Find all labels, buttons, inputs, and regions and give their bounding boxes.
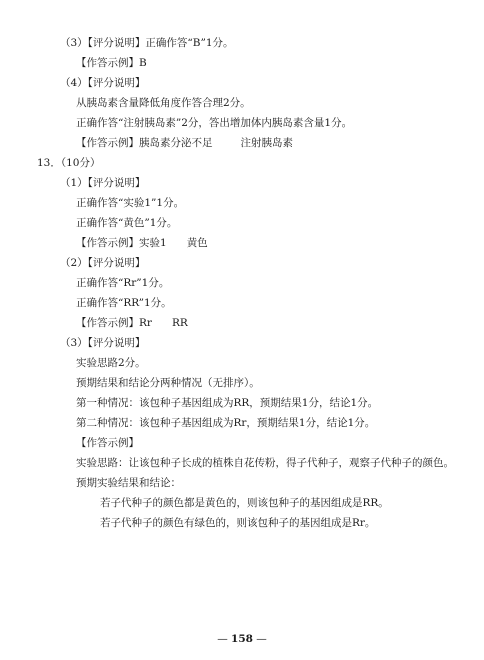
q13-1-example-part-2: 黄色 bbox=[186, 237, 208, 249]
q13-3-expected-heading: 预期实验结果和结论： bbox=[76, 477, 181, 489]
q3-scoring-note: （3）【评分说明】正确作答“B”1分。 bbox=[60, 37, 234, 49]
q13-3-case-2: 第二种情况：该包种子基因组成为Rr，预期结果1分，结论1分。 bbox=[76, 417, 376, 429]
q13-3-answer-example-heading: 【作答示例】 bbox=[76, 437, 139, 449]
q4-scoring-line-1: 从胰岛素含量降低角度作答合理2分。 bbox=[76, 97, 251, 109]
q13-2-answer-example bbox=[76, 316, 188, 330]
q3-answer-example: 【作答示例】B bbox=[76, 57, 147, 69]
q4-example-part-1: 【作答示例】胰岛素分泌不足 bbox=[76, 137, 213, 149]
q13-1-answer-example bbox=[76, 236, 208, 250]
page-footer: — 158 — bbox=[217, 633, 267, 645]
q13-3-expected-result-1: 若子代种子的颜色都是黄色的，则该包种子的基因组成是RR。 bbox=[100, 497, 389, 509]
q4-scoring-line-2: 正确作答“注射胰岛素”2分，答出增加体内胰岛素含量1分。 bbox=[76, 117, 353, 129]
q4-answer-example bbox=[76, 136, 293, 150]
q13-1-scoring-line-1: 正确作答“实验1”1分。 bbox=[76, 197, 185, 209]
q13-3-scoring-line-2: 预期结果和结论分两种情况（无排序）。 bbox=[76, 377, 260, 389]
q13-2-example-part-1: 【作答示例】Rr bbox=[76, 317, 152, 329]
q13-3-scoring-heading: （3）【评分说明】 bbox=[60, 337, 146, 349]
q13-3-case-1: 第一种情况：该包种子基因组成为RR，预期结果1分，结论1分。 bbox=[76, 397, 379, 409]
q4-example-part-2: 注射胰岛素 bbox=[240, 137, 293, 149]
q13-2-scoring-line-2: 正确作答“RR”1分。 bbox=[76, 297, 172, 309]
q4-scoring-heading: （4）【评分说明】 bbox=[60, 77, 146, 89]
q13-2-scoring-line-1: 正确作答“Rr”1分。 bbox=[76, 277, 170, 289]
page-number: 158 bbox=[231, 633, 253, 645]
q13-3-experiment-idea: 实验思路：让该包种子长成的植株自花传粉，得子代种子，观察子代种子的颜色。 bbox=[76, 457, 454, 469]
q13-1-scoring-heading: （1）【评分说明】 bbox=[60, 177, 146, 189]
q13-2-example-part-2: RR bbox=[171, 317, 188, 329]
q13-2-scoring-heading: （2）【评分说明】 bbox=[60, 257, 146, 269]
q13-3-expected-result-2: 若子代种子的颜色有绿色的，则该包种子的基因组成是Rr。 bbox=[100, 517, 376, 529]
q13-1-example-part-1: 【作答示例】实验1 bbox=[76, 237, 167, 249]
q13-1-scoring-line-2: 正确作答“黄色”1分。 bbox=[76, 217, 178, 229]
q13-heading: 13．（10分） bbox=[37, 157, 101, 169]
q13-3-scoring-line-1: 实验思路2分。 bbox=[76, 357, 146, 369]
